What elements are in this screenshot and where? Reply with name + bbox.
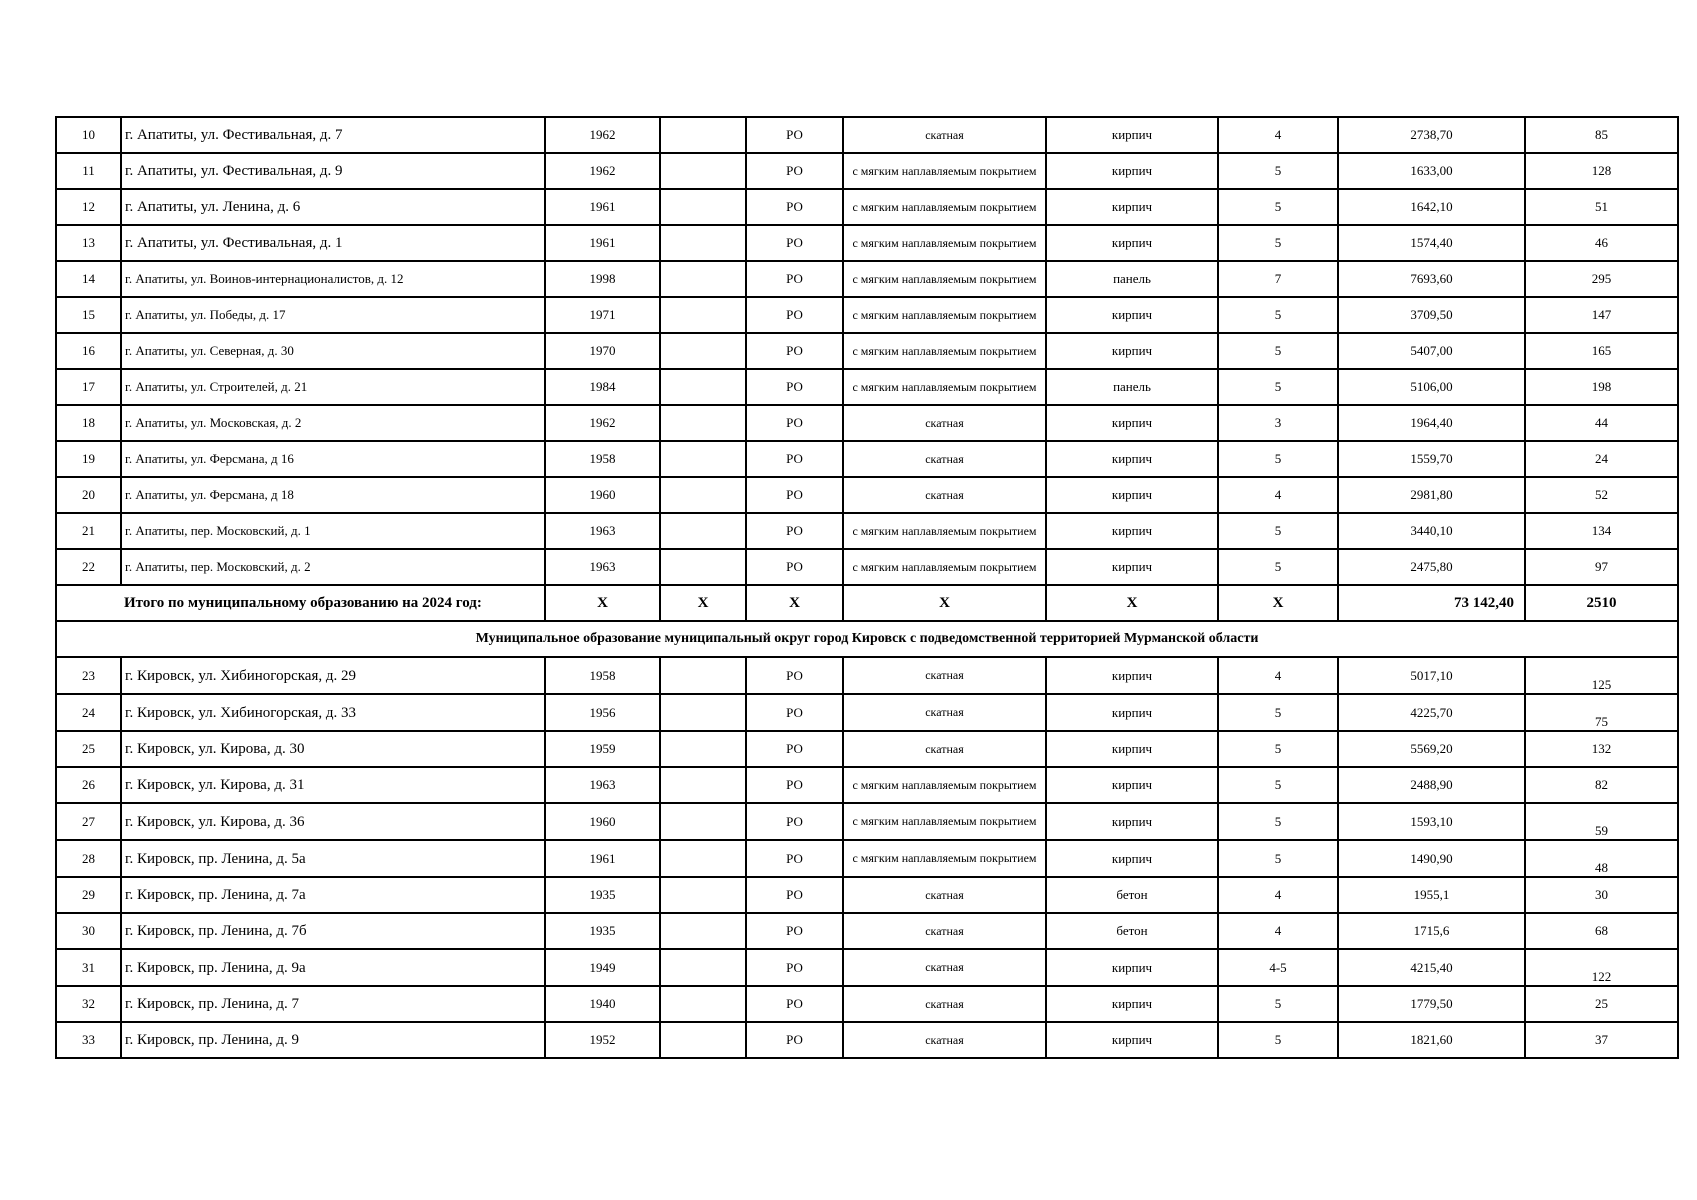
cell-area: 1633,00 [1338,153,1525,189]
cell-material: кирпич [1046,986,1218,1022]
cell-count: 132 [1525,731,1678,767]
cell-area: 4215,40 [1338,949,1525,986]
table-row [56,986,1678,1022]
cell-ro: РО [746,549,843,585]
cell-material: кирпич [1046,657,1218,694]
cell-empty [660,477,746,513]
cell-count: 24 [1525,441,1678,477]
cell-floors: 5 [1218,153,1338,189]
cell-empty [660,369,746,405]
cell-empty [660,657,746,694]
cell-address: г. Кировск, ул. Хибиногорская, д. 29 [121,657,545,694]
cell-ro: РО [746,225,843,261]
cell-ro: РО [746,803,843,840]
cell-address: г. Апатиты, ул. Победы, д. 17 [121,297,545,333]
cell-ro: РО [746,153,843,189]
cell-area: 1490,90 [1338,840,1525,877]
cell-count: 295 [1525,261,1678,297]
cell-count: 59 [1525,803,1678,840]
cell-n: 31 [56,949,121,986]
cell-area: 2981,80 [1338,477,1525,513]
cell-n: 25 [56,731,121,767]
cell-roof: с мягким наплавляемым покрытием [843,549,1046,585]
table-row [56,731,1678,767]
cell-roof: скатная [843,657,1046,694]
cell-n: 18 [56,405,121,441]
table-row [56,405,1678,441]
cell-material: панель [1046,261,1218,297]
table-row [56,513,1678,549]
cell-year: 1961 [545,225,660,261]
cell-count: 97 [1525,549,1678,585]
total-area: 73 142,40 [1338,585,1525,621]
cell-ro: РО [746,513,843,549]
cell-n: 15 [56,297,121,333]
cell-empty [660,297,746,333]
cell-ro: РО [746,767,843,803]
cell-floors: 5 [1218,549,1338,585]
cell-address: г. Кировск, ул. Кирова, д. 30 [121,731,545,767]
cell-address: г. Апатиты, пер. Московский, д. 1 [121,513,545,549]
cell-material: кирпич [1046,189,1218,225]
cell-empty [660,803,746,840]
cell-material: кирпич [1046,549,1218,585]
cell-floors: 5 [1218,225,1338,261]
cell-year: 1958 [545,441,660,477]
cell-address: г. Апатиты, ул. Ферсмана, д 16 [121,441,545,477]
section-title: Муниципальное образование муниципальный округ город Кировск с подведомственной территорией Мурманской области [56,621,1678,657]
cell-floors: 4 [1218,913,1338,949]
cell-material: кирпич [1046,840,1218,877]
cell-material: панель [1046,369,1218,405]
cell-year: 1961 [545,189,660,225]
table-row [56,261,1678,297]
cell-empty [660,694,746,731]
cell-n: 26 [56,767,121,803]
cell-ro: РО [746,117,843,153]
cell-material: кирпич [1046,513,1218,549]
cell-material: кирпич [1046,225,1218,261]
cell-year: 1956 [545,694,660,731]
total-x-material: X [1046,585,1218,621]
cell-area: 3709,50 [1338,297,1525,333]
cell-year: 1970 [545,333,660,369]
cell-area: 1574,40 [1338,225,1525,261]
cell-area: 3440,10 [1338,513,1525,549]
cell-empty [660,767,746,803]
cell-roof: с мягким наплавляемым покрытием [843,225,1046,261]
cell-address: г. Апатиты, ул. Фестивальная, д. 9 [121,153,545,189]
cell-year: 1971 [545,297,660,333]
cell-material: кирпич [1046,405,1218,441]
cell-roof: с мягким наплавляемым покрытием [843,767,1046,803]
cell-roof: с мягким наплавляемым покрытием [843,333,1046,369]
cell-area: 1642,10 [1338,189,1525,225]
cell-empty [660,1022,746,1058]
cell-count: 122 [1525,949,1678,986]
cell-empty [660,513,746,549]
cell-area: 2488,90 [1338,767,1525,803]
cell-count: 25 [1525,986,1678,1022]
cell-address: г. Кировск, ул. Кирова, д. 36 [121,803,545,840]
cell-roof: с мягким наплавляемым покрытием [843,513,1046,549]
cell-n: 19 [56,441,121,477]
cell-floors: 5 [1218,694,1338,731]
cell-empty [660,949,746,986]
cell-n: 13 [56,225,121,261]
cell-roof: скатная [843,694,1046,731]
cell-empty [660,840,746,877]
cell-empty [660,731,746,767]
table-row [56,189,1678,225]
cell-area: 2738,70 [1338,117,1525,153]
cell-floors: 5 [1218,441,1338,477]
cell-material: бетон [1046,913,1218,949]
cell-year: 1960 [545,803,660,840]
table-row [56,840,1678,877]
total-x-ro: X [746,585,843,621]
cell-year: 1959 [545,731,660,767]
cell-empty [660,913,746,949]
cell-count: 51 [1525,189,1678,225]
cell-address: г. Кировск, ул. Хибиногорская, д. 33 [121,694,545,731]
cell-year: 1961 [545,840,660,877]
cell-area: 2475,80 [1338,549,1525,585]
cell-roof: скатная [843,877,1046,913]
cell-material: кирпич [1046,694,1218,731]
cell-address: г. Кировск, ул. Кирова, д. 31 [121,767,545,803]
cell-area: 5569,20 [1338,731,1525,767]
cell-area: 1955,1 [1338,877,1525,913]
table-row [56,477,1678,513]
cell-material: кирпич [1046,1022,1218,1058]
cell-n: 14 [56,261,121,297]
cell-floors: 5 [1218,369,1338,405]
cell-floors: 4 [1218,657,1338,694]
table-row [56,657,1678,694]
cell-count: 147 [1525,297,1678,333]
cell-n: 30 [56,913,121,949]
cell-ro: РО [746,657,843,694]
cell-count: 75 [1525,694,1678,731]
table-row [56,297,1678,333]
cell-n: 22 [56,549,121,585]
table-row [56,949,1678,986]
cell-year: 1984 [545,369,660,405]
cell-ro: РО [746,333,843,369]
cell-ro: РО [746,694,843,731]
cell-count: 134 [1525,513,1678,549]
cell-roof: скатная [843,949,1046,986]
cell-roof: с мягким наплавляемым покрытием [843,261,1046,297]
cell-area: 7693,60 [1338,261,1525,297]
cell-n: 23 [56,657,121,694]
table-row [56,333,1678,369]
cell-address: г. Апатиты, ул. Московская, д. 2 [121,405,545,441]
cell-count: 46 [1525,225,1678,261]
cell-ro: РО [746,840,843,877]
cell-ro: РО [746,986,843,1022]
cell-n: 10 [56,117,121,153]
section-header-row [56,621,1678,657]
cell-area: 1559,70 [1338,441,1525,477]
cell-empty [660,189,746,225]
cell-empty [660,986,746,1022]
cell-floors: 5 [1218,803,1338,840]
cell-material: кирпич [1046,949,1218,986]
cell-floors: 3 [1218,405,1338,441]
cell-address: г. Апатиты, ул. Ленина, д. 6 [121,189,545,225]
cell-year: 1963 [545,767,660,803]
cell-floors: 4 [1218,877,1338,913]
cell-material: кирпич [1046,441,1218,477]
cell-year: 1962 [545,405,660,441]
cell-n: 24 [56,694,121,731]
cell-ro: РО [746,1022,843,1058]
cell-empty [660,333,746,369]
cell-n: 21 [56,513,121,549]
cell-roof: скатная [843,986,1046,1022]
cell-empty [660,441,746,477]
cell-n: 11 [56,153,121,189]
table-row [56,117,1678,153]
table-row [56,153,1678,189]
cell-empty [660,225,746,261]
cell-year: 1935 [545,877,660,913]
cell-material: кирпич [1046,477,1218,513]
cell-year: 1949 [545,949,660,986]
cell-area: 1593,10 [1338,803,1525,840]
cell-count: 44 [1525,405,1678,441]
cell-address: г. Кировск, пр. Ленина, д. 7б [121,913,545,949]
cell-year: 1963 [545,513,660,549]
cell-material: кирпич [1046,767,1218,803]
cell-n: 28 [56,840,121,877]
cell-year: 1952 [545,1022,660,1058]
table-row [56,1022,1678,1058]
cell-ro: РО [746,189,843,225]
cell-material: бетон [1046,877,1218,913]
cell-address: г. Апатиты, ул. Ферсмана, д 18 [121,477,545,513]
cell-floors: 5 [1218,513,1338,549]
cell-material: кирпич [1046,803,1218,840]
cell-empty [660,405,746,441]
cell-n: 33 [56,1022,121,1058]
cell-roof: скатная [843,731,1046,767]
cell-area: 1779,50 [1338,986,1525,1022]
cell-count: 125 [1525,657,1678,694]
cell-ro: РО [746,405,843,441]
table-row [56,877,1678,913]
cell-year: 1960 [545,477,660,513]
cell-address: г. Апатиты, ул. Строителей, д. 21 [121,369,545,405]
total-x-floors: X [1218,585,1338,621]
cell-address: г. Апатиты, ул. Воинов-интернационалистов, д. 12 [121,261,545,297]
cell-roof: скатная [843,441,1046,477]
cell-roof: с мягким наплавляемым покрытием [843,369,1046,405]
cell-area: 5106,00 [1338,369,1525,405]
cell-n: 27 [56,803,121,840]
cell-floors: 5 [1218,297,1338,333]
cell-year: 1962 [545,117,660,153]
cell-address: г. Апатиты, пер. Московский, д. 2 [121,549,545,585]
cell-area: 1715,6 [1338,913,1525,949]
table-row [56,225,1678,261]
cell-roof: с мягким наплавляемым покрытием [843,189,1046,225]
cell-empty [660,261,746,297]
cell-ro: РО [746,877,843,913]
cell-ro: РО [746,261,843,297]
cell-count: 48 [1525,840,1678,877]
cell-count: 165 [1525,333,1678,369]
table-row [56,767,1678,803]
cell-floors: 5 [1218,189,1338,225]
table-body-apatity [56,117,1678,585]
cell-floors: 5 [1218,986,1338,1022]
cell-roof: скатная [843,117,1046,153]
document-page [55,116,1677,1059]
cell-ro: РО [746,297,843,333]
cell-area: 1821,60 [1338,1022,1525,1058]
cell-empty [660,117,746,153]
cell-ro: РО [746,913,843,949]
cell-roof: с мягким наплавляемым покрытием [843,803,1046,840]
cell-material: кирпич [1046,117,1218,153]
housing-table [55,116,1679,1059]
table-row [56,549,1678,585]
cell-year: 1998 [545,261,660,297]
cell-n: 32 [56,986,121,1022]
cell-count: 52 [1525,477,1678,513]
cell-year: 1940 [545,986,660,1022]
cell-area: 5407,00 [1338,333,1525,369]
cell-n: 12 [56,189,121,225]
cell-n: 16 [56,333,121,369]
cell-material: кирпич [1046,731,1218,767]
cell-address: г. Кировск, пр. Ленина, д. 9 [121,1022,545,1058]
total-x-empty: X [660,585,746,621]
cell-n: 20 [56,477,121,513]
table-row [56,913,1678,949]
cell-roof: с мягким наплавляемым покрытием [843,840,1046,877]
cell-roof: скатная [843,913,1046,949]
cell-empty [660,153,746,189]
cell-floors: 4 [1218,117,1338,153]
cell-roof: с мягким наплавляемым покрытием [843,297,1046,333]
cell-floors: 5 [1218,731,1338,767]
cell-address: г. Кировск, пр. Ленина, д. 9а [121,949,545,986]
cell-material: кирпич [1046,153,1218,189]
cell-floors: 5 [1218,1022,1338,1058]
table-row [56,369,1678,405]
cell-floors: 4 [1218,477,1338,513]
cell-address: г. Апатиты, ул. Фестивальная, д. 1 [121,225,545,261]
cell-material: кирпич [1046,297,1218,333]
cell-ro: РО [746,369,843,405]
cell-address: г. Апатиты, ул. Северная, д. 30 [121,333,545,369]
cell-area: 4225,70 [1338,694,1525,731]
cell-ro: РО [746,477,843,513]
cell-count: 198 [1525,369,1678,405]
cell-material: кирпич [1046,333,1218,369]
cell-ro: РО [746,441,843,477]
cell-n: 17 [56,369,121,405]
cell-floors: 4-5 [1218,949,1338,986]
cell-empty [660,549,746,585]
cell-empty [660,877,746,913]
cell-count: 128 [1525,153,1678,189]
total-row [56,585,1678,621]
cell-floors: 5 [1218,333,1338,369]
cell-roof: скатная [843,1022,1046,1058]
cell-n: 29 [56,877,121,913]
cell-address: г. Кировск, пр. Ленина, д. 7а [121,877,545,913]
cell-floors: 7 [1218,261,1338,297]
table-row [56,694,1678,731]
cell-roof: скатная [843,477,1046,513]
total-label: Итого по муниципальному образованию на 2024 год: [56,585,545,621]
cell-year: 1963 [545,549,660,585]
cell-count: 30 [1525,877,1678,913]
cell-year: 1935 [545,913,660,949]
cell-year: 1958 [545,657,660,694]
cell-roof: скатная [843,405,1046,441]
cell-address: г. Кировск, пр. Ленина, д. 5а [121,840,545,877]
cell-count: 82 [1525,767,1678,803]
cell-ro: РО [746,731,843,767]
cell-year: 1962 [545,153,660,189]
total-x-year: X [545,585,660,621]
table-body-kirovsk [56,657,1678,1058]
cell-floors: 5 [1218,840,1338,877]
cell-floors: 5 [1218,767,1338,803]
total-body [56,585,1678,657]
total-x-roof: X [843,585,1046,621]
cell-count: 37 [1525,1022,1678,1058]
cell-address: г. Апатиты, ул. Фестивальная, д. 7 [121,117,545,153]
cell-area: 5017,10 [1338,657,1525,694]
cell-count: 68 [1525,913,1678,949]
cell-count: 85 [1525,117,1678,153]
table-row [56,441,1678,477]
total-count: 2510 [1525,585,1678,621]
cell-address: г. Кировск, пр. Ленина, д. 7 [121,986,545,1022]
table-row [56,803,1678,840]
cell-area: 1964,40 [1338,405,1525,441]
cell-roof: с мягким наплавляемым покрытием [843,153,1046,189]
cell-ro: РО [746,949,843,986]
